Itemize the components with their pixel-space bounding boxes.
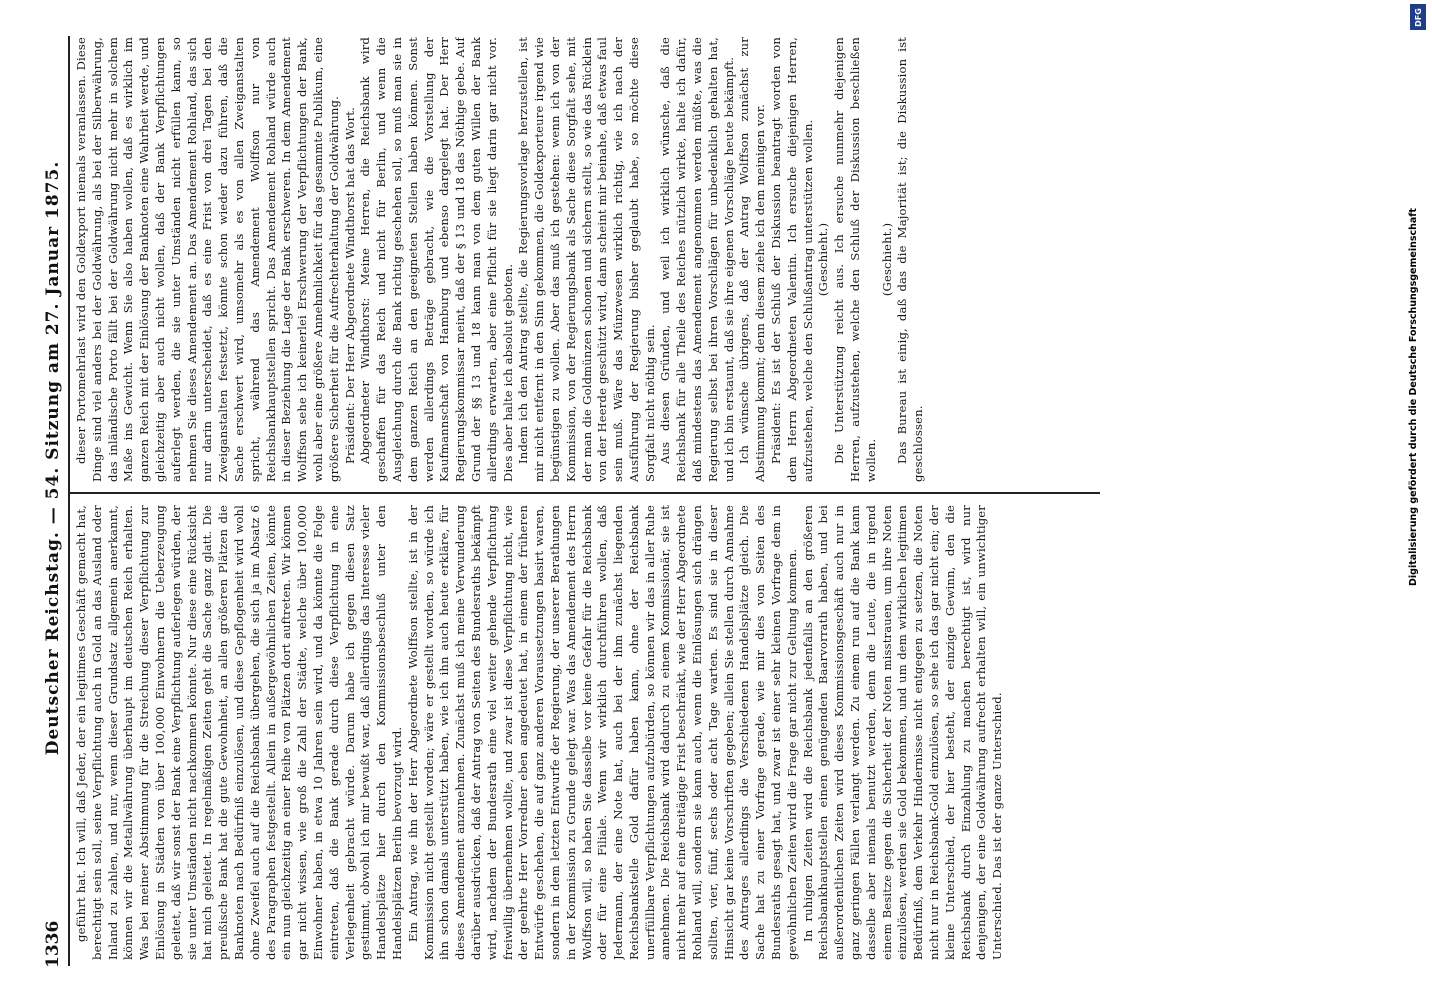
stage-direction: (Geschieht.)	[816, 222, 831, 297]
running-header	[40, 38, 66, 968]
right-paragraph: Ich wünsche übrigens, daß der Antrag Wolffson zunächst zur Abstimmung kommt; denn diesem ziehe ich dem meinigen vor.	[737, 37, 768, 482]
right-paragraph: Das Bureau ist einig, daß das die Majorität ist; die Diskussion ist geschlossen.	[895, 37, 926, 482]
column-divider	[70, 492, 1100, 494]
header-rule	[68, 36, 70, 966]
president-remark: Präsident: Es ist der Schluß der Diskussion beantragt worden von dem Herrn Abgeordneten Valentin. Ich ersuche diejenigen Herren, aufzustehen, welche den Schlußantrag unterstützen wollen.	[769, 37, 815, 482]
running-title: Deutscher Reichstag. — 54. Sitzung am 27. Januar 1875.	[43, 160, 63, 756]
right-paragraph: Die Unterstützung reicht aus. Ich ersuche nunmehr diejenigen Herren, aufzustehen, welche den Schluß der Diskussion beschließen wollen.	[832, 37, 878, 482]
digitization-credit-text: Digitalisierung gefördert durch die Deutsche Forschungsgemeinschaft	[1408, 208, 1419, 586]
left-paragraph: geführt hat. Ich will, daß Jeder, der ein legitimes Geschäft gemacht hat, berechtigt sein soll, seine Verpflichtung auch in Gold an das Ausland oder Inland zu zahlen, und nur, wenn dieser Grundsatz allgemein anerkannt, können wir die Metallwährung überhaupt im deutschen Reich erhalten. Was bei meiner Abstimmung für die Streichung dieser Verpflichtung zur Einlösung in Städten von über 100,000 Einwohnern die Ueberzeugung geleitet, daß wir sonst der Bank eine Verpflichtung auferlegen würden, der sie unter Umständen nicht nachkommen könnte. Nur diese eine Rücksicht hat mich geleitet. In regelmäßigen Zeiten geht die Sache ganz glatt. Die preußische Bank hat die gute Gewohnheit, an allen größeren Plätzen die Banknoten nach Bedürfniß einzulösen, und diese Gepflogenheit wird wohl ohne Zweifel auch auf die Reichsbank übergehen, die sich ja im Absatz 6 des Paragraphen festgestellt. Allein in außergewöhnlichen Zeiten, könnte ein nun gleichzeitig an einer Reihe von Plätzen dort auftreten. Wir können gar nicht wissen, wie groß die Zahl der Städte, welche über 100,000 Einwohner haben, in etwa 10 Jahren sein wird, und da könnte die Folge eintreten, daß die Bank gerade durch diese Verpflichtung in eine Verlegenheit gebracht würde. Darum habe ich gegen diesen Satz gestimmt, obwohl ich mir bewußt war, daß allerdings das Interesse vieler Handelsplätze hier durch den Kommissionsbeschluß unter den Handelsplätzen Berlin bevorzugt wird.	[74, 505, 404, 960]
digitization-credit	[1408, 26, 1419, 586]
right-paragraph: dieser Portomehrlast wird den Goldexport niemals veranlassen. Diese Dinge sind viel anders bei der Goldwährung, als bei der Silberwährung, das inländische Porto fällt bei der Goldwährung nicht mehr in solchem Maße ins Gewicht. Wenn Sie also haben wollen, daß es wirklich im ganzen Reich mit der Einlösung der Banknoten eine Wahrheit werde, und gleichzeitig aber auch nicht wollen, daß der Bank Verpflichtungen auferlegt werden, die sie unter Umständen nicht erfüllen kann, so nehmen Sie dieses Amendement an. Das Amendement Rohland, das sich nur darin unterscheidet, daß es eine Frist von drei Tagen bei den Zweiganstalten festsetzt, könnte schon wieder dazu führen, daß die Sache erschwert wird, umsomehr als es von allen Zweiganstalten spricht, während das Amendement Wolffson nur von Reichsbankhauptstellen spricht. Das Amendement Rohland würde auch in dieser Beziehung die Lage der Bank erschweren. In dem Amendement Wolffson sehe ich keinerlei Erschwerung der Verpflichtungen der Bank, wohl aber eine größere Annehmlichkeit für das gesammte Publikum, eine größere Sicherheit für die Aufrechterhaltung der Goldwährung.	[74, 37, 341, 482]
stage-direction: (Geschieht.)	[879, 222, 894, 297]
dfg-logo	[1410, 4, 1426, 30]
left-paragraph: Ein Antrag, wie ihn der Herr Abgeordnete Wolffson stellte, ist in der Kommission nicht gestellt worden; wäre er gestellt worden, so würde ich ihn schon damals unterstützt haben, wie ich ihn auch heute erkläre, für dieses Amendement anzunehmen. Zunächst muß ich meine Verwunderung darüber ausdrücken, daß der Antrag von Seiten des Bundesraths bekämpft wird, nachdem der Bundesrath eine viel weiter gehende Verpflichtung freiwillig übernehmen wollte, und zwar ist diese Verpflichtung nicht, wie der geehrte Herr Vorredner eben angedeutet hat, in einem der früheren Entwürfe geschehen, die auf ganz anderen Voraussetzungen basirt waren, sondern in dem letzten Entwurfe der Regierung, der unserer Berathungen in der Kommission zu Grunde gelegt war. Was das Amendement des Herrn Wolffson will, so haben Sie dasselbe vor keine Gefahr für die Reichsbank oder für eine Filiale. Wenn wir wirklich durchführen wollen, daß Jedermann, der eine Note hat, auch bei der ihm zunächst liegenden Reichsbankstelle Gold dafür haben kann, ohne der Reichsbank unerfüllbare Verpflichtungen aufzubürden, so können wir das in aller Ruhe annehmen. Die Reichsbank wird dadurch zu einem Kommissionär, sie ist nicht mehr auf eine dreitägige Frist beschränkt, wie der Herr Abgeordnete Rohland will, sondern sie kann auch, wenn die Einlösungen sich drängen sollten, vier, fünf, sechs oder acht Tage warten. Es sind sie in dieser Hinsicht gar keine Vorschriften gegeben; allein Sie stellen durch Annahme des Antrages allerdings die Verschiedenen Handelsplätze gleich. Die Sache hat zu einer Vorfrage gerade, wie mir dies von Seiten des Bundesraths gesagt hat, und zwar ist einer sehr kleinen Vorfrage dem in gewöhnlichen Zeiten wird die Frage gar nicht zur Geltung kommen.	[405, 505, 799, 960]
left-paragraph: In ruhigen Zeiten wird die Reichsbank jedenfalls an den größeren Reichsbankhauptstellen einen genügenden Baarvorrath haben, und bei außerordentlichen Zeiten wird dieses Kommissionsgeschäft auch nur in ganz geringen Fällen verlangt werden. Zu einem run auf die Bank kann dasselbe aber niemals benutzt werden, denn die Leute, die in irgend einem Besitze gegen die Sicherheit der Noten misstrauen, um ihre Noten einzulösen, werden sie Gold bekommen, und um dem wirklichen legitimen Bedürfniß, dem Verkehr Hindernisse nicht entgegen zu setzen, die Noten nicht nur in Reichsbank-Gold einzulösen, so sehe ich das gar nicht ein; der kleine Unterschied, der hier besteht, der einzige Gewinn, den die Reichsbank durch Einzahlung zu machen berechtigt ist, wird nur denjenigen, der eine Goldwährung aufrecht erhalten will, ein unwichtiger Unterschied. Das ist der ganze Unterschied.	[800, 505, 1005, 960]
right-column	[74, 37, 1099, 482]
left-column	[74, 505, 1099, 960]
right-paragraph: Abgeordneter Windthorst: Meine Herren, die Reichsbank wird geschaffen für das Reich und nicht für Berlin, und wenn die Ausgleichung durch die Bank richtig geschehen soll, so muß man sie in dem ganzen Reich an den geeigneten Stellen haben können. Sonst werden allerdings Beträge gebracht, wie die Vorstellung der Kaufmannschaft von Hamburg und ebenso dargelegt hat. Der Herr Regierungskommissar meint, daß der § 13 und 18 das Nöthige gebe. Auf Grund der §§ 13 und 18 kann man von dem guten Willen der Bank allerdings erwarten, aber eine Pflicht für sie liegt darin gar nicht vor. Dies aber halte ich absolut geboten.	[358, 37, 515, 482]
president-remark: Präsident: Der Herr Abgeordnete Windthorst hat das Wort.	[342, 107, 357, 464]
right-paragraph: Indem ich den Antrag stellte, die Regierungsvorlage herzustellen, ist mir nicht entfernt in den Sinn gekommen, die Goldexporteure irgend wie begünstigen zu wollen. Aber das muß ich gestehen: wenn ich von der Kommission, von der Regierungsbank als Sache diese Sorgfalt sehe, mit der man die Goldmünzen schonen und sichern stellt, so wie das Rücklein von der Heerde geschützt wird, dann scheint mir beinahe, daß etwas faul sein muß. Wäre das Münzwesen wirklich richtig, wie ich nach der Ausführung der Regierung bisher geglaubt habe, so möchte diese Sorgfalt nicht nöthig sein.	[516, 37, 657, 482]
right-paragraph: Aus diesen Gründen, und weil ich wirklich wünsche, daß die Reichsbank für alle Theile des Reiches nützlich wirkte, halte ich dafür, daß mindestens das Amendement angenommen werden müßte, was die Regierung selbst bei ihren Vorschlägen für unbedenklich gehalten hat, und ich bin erstaunt, daß sie ihre eigenen Vorschläge heute bekämpft.	[658, 37, 736, 482]
page-number: 1336	[43, 920, 63, 968]
dfg-logo-text: DFG	[1413, 7, 1423, 27]
